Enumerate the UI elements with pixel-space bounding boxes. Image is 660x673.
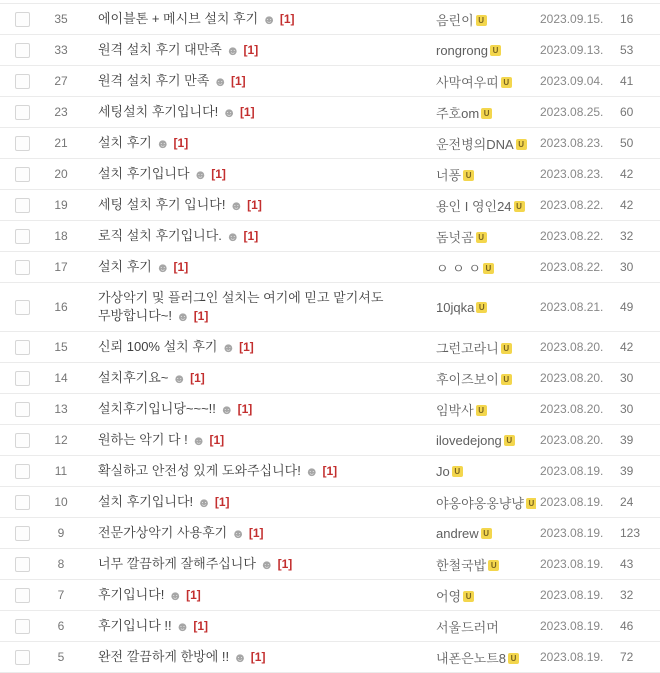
post-number: 18: [54, 229, 68, 243]
comment-count-link[interactable]: [1]: [248, 526, 264, 540]
post-title-link[interactable]: 너무 깔끔하게 잘해주십니다: [98, 556, 256, 571]
post-title-link[interactable]: 원격 설치 후기 만족: [98, 73, 210, 88]
title-cell: [84, 283, 428, 331]
member-level-icon: [501, 343, 512, 354]
member-level-icon: [452, 466, 463, 477]
title-cell: [84, 611, 428, 641]
smiley-emoticon-icon: [213, 75, 227, 88]
post-number: 17: [54, 260, 68, 274]
row-checkbox[interactable]: [15, 619, 30, 634]
post-date: 2023.08.20.: [540, 340, 604, 354]
smiley-emoticon-icon: [197, 496, 211, 509]
comment-count-link[interactable]: [1]: [190, 371, 205, 385]
post-title-link[interactable]: 에이블톤 + 메시브 설치 후기: [98, 11, 259, 26]
table-row: [0, 332, 660, 363]
post-date: 2023.08.19.: [540, 619, 604, 633]
member-level-icon: [476, 232, 487, 243]
comment-count-link[interactable]: [1]: [250, 650, 266, 664]
author-link[interactable]: 그런고라니: [436, 340, 499, 356]
row-checkbox[interactable]: [15, 650, 30, 665]
post-date: 2023.08.19.: [540, 588, 604, 602]
member-level-icon: [490, 45, 501, 56]
author-link[interactable]: 야옹야옹옹냥냥: [436, 495, 524, 511]
post-number: 16: [54, 300, 68, 314]
smiley-emoticon-icon: [222, 106, 236, 119]
member-level-icon: [483, 263, 494, 274]
member-level-icon: [508, 653, 519, 664]
table-row: [0, 283, 660, 332]
title-cell: [84, 159, 428, 189]
post-number: 23: [54, 105, 68, 119]
smiley-emoticon-icon: [192, 434, 206, 447]
comment-count-link[interactable]: [1]: [173, 136, 189, 150]
smiley-emoticon-icon: [172, 372, 186, 385]
view-count: 39: [620, 433, 634, 447]
post-number: 27: [54, 74, 68, 88]
author-cell: [428, 165, 536, 184]
post-date: 2023.08.20.: [540, 371, 604, 385]
view-count: 32: [620, 588, 634, 602]
checkbox-cell: [0, 105, 38, 120]
member-level-icon: [526, 498, 536, 509]
smiley-emoticon-icon: [220, 403, 234, 416]
member-level-icon: [501, 374, 512, 385]
title-cell: [84, 425, 428, 455]
author-cell: [428, 72, 536, 91]
smiley-emoticon-icon: [156, 261, 170, 274]
row-checkbox[interactable]: [15, 136, 30, 151]
row-checkbox[interactable]: [15, 300, 30, 315]
author-link[interactable]: 서울드러머: [436, 619, 499, 635]
table-row: [0, 611, 660, 642]
view-count: 30: [620, 260, 634, 274]
post-number: 13: [54, 402, 68, 416]
view-count: 30: [620, 402, 634, 416]
row-checkbox[interactable]: [15, 433, 30, 448]
comment-count-link[interactable]: [1]: [214, 495, 230, 509]
author-cell: [428, 617, 536, 636]
table-row: [0, 363, 660, 394]
checkbox-cell: [0, 43, 38, 58]
post-date: 2023.08.21.: [540, 300, 604, 314]
row-checkbox[interactable]: [15, 495, 30, 510]
row-checkbox[interactable]: [15, 74, 30, 89]
smiley-emoticon-icon: [260, 558, 274, 571]
post-number: 15: [54, 340, 68, 354]
member-level-icon: [501, 77, 512, 88]
view-count: 123: [620, 526, 641, 540]
post-title-link[interactable]: 설치 후기입니다: [98, 166, 190, 181]
table-row: [0, 642, 660, 673]
smiley-emoticon-icon: [229, 199, 243, 212]
table-row: [0, 252, 660, 283]
comment-count-link[interactable]: [1]: [186, 588, 201, 602]
view-count: 41: [620, 74, 634, 88]
post-number: 12: [54, 433, 68, 447]
member-level-icon: [463, 170, 474, 181]
author-cell: [428, 433, 536, 448]
post-date: 2023.08.25.: [540, 105, 604, 119]
post-date: 2023.08.23.: [540, 167, 604, 181]
post-number: 8: [57, 557, 65, 571]
view-count: 43: [620, 557, 634, 571]
post-date: 2023.08.19.: [540, 464, 604, 478]
author-link[interactable]: andrew: [436, 525, 479, 541]
member-level-icon: [463, 591, 474, 602]
comment-count-link[interactable]: [1]: [173, 260, 189, 274]
smiley-emoticon-icon: [226, 44, 240, 57]
table-row: [0, 97, 660, 128]
smiley-emoticon-icon: [168, 589, 182, 602]
author-cell: [428, 493, 536, 512]
row-checkbox[interactable]: [15, 167, 30, 182]
smiley-emoticon-icon: [233, 651, 247, 664]
table-row: [0, 487, 660, 518]
post-number: 10: [54, 495, 68, 509]
member-level-icon: [504, 435, 515, 446]
post-date: 2023.08.22.: [540, 260, 604, 274]
table-row: [0, 221, 660, 252]
member-level-icon: [514, 201, 525, 212]
comment-count-link[interactable]: [1]: [239, 105, 255, 119]
post-title-link[interactable]: 설치후기요~: [98, 370, 169, 385]
checkbox-cell: [0, 198, 38, 213]
view-count: 16: [620, 12, 634, 26]
title-cell: [84, 487, 428, 517]
row-checkbox[interactable]: [15, 464, 30, 479]
comment-count-link[interactable]: [1]: [239, 340, 254, 354]
author-link[interactable]: 너퐁: [436, 167, 462, 183]
post-title-link[interactable]: 원격 설치 후기 대만족: [98, 42, 222, 57]
checkbox-cell: [0, 464, 38, 479]
title-cell: [84, 221, 428, 251]
post-number: 9: [57, 526, 65, 540]
row-checkbox[interactable]: [15, 557, 30, 572]
view-count: 46: [620, 619, 634, 633]
title-cell: [84, 363, 428, 393]
post-number: 6: [57, 619, 65, 633]
author-cell: [428, 300, 536, 315]
post-number: 20: [54, 167, 68, 181]
table-row: [0, 394, 660, 425]
author-link[interactable]: Jo: [436, 463, 450, 479]
post-title-link[interactable]: 신뢰 100% 설치 후기: [98, 339, 218, 354]
smiley-emoticon-icon: [226, 230, 240, 243]
post-date: 2023.08.23.: [540, 136, 604, 150]
checkbox-cell: [0, 619, 38, 634]
checkbox-cell: [0, 260, 38, 275]
post-number: 11: [54, 464, 68, 478]
table-row: [0, 549, 660, 580]
post-title-link[interactable]: 후기입니다 !!: [98, 618, 172, 633]
view-count: 32: [620, 229, 634, 243]
author-cell: [428, 464, 536, 479]
smiley-emoticon-icon: [176, 310, 190, 323]
post-date: 2023.08.19.: [540, 495, 604, 509]
title-cell: [84, 128, 428, 158]
comment-count-link[interactable]: [1]: [277, 557, 293, 571]
title-cell: [84, 518, 428, 548]
comment-count-link[interactable]: [1]: [231, 74, 246, 88]
comment-count-link[interactable]: [1]: [193, 309, 209, 323]
author-link[interactable]: 주호om: [436, 105, 480, 121]
checkbox-cell: [0, 588, 38, 603]
checkbox-cell: [0, 300, 38, 315]
table-row: [0, 128, 660, 159]
author-link[interactable]: ilovedejong: [436, 432, 502, 448]
title-cell: [84, 394, 428, 424]
checkbox-cell: [0, 371, 38, 386]
view-count: 42: [620, 340, 634, 354]
title-cell: [84, 642, 428, 672]
post-date: 2023.08.19.: [540, 526, 604, 540]
post-date: 2023.08.22.: [540, 198, 604, 212]
post-date: 2023.08.22.: [540, 229, 604, 243]
title-cell: [84, 97, 428, 127]
table-row: [0, 159, 660, 190]
post-number: 7: [57, 588, 65, 602]
checkbox-cell: [0, 526, 38, 541]
checkbox-cell: [0, 12, 38, 27]
author-cell: [428, 586, 536, 605]
author-cell: [428, 338, 536, 357]
comment-count-link[interactable]: [1]: [279, 12, 295, 26]
member-level-icon: [516, 139, 527, 150]
checkbox-cell: [0, 650, 38, 665]
table-row: [0, 35, 660, 66]
member-level-icon: [488, 560, 499, 571]
author-link[interactable]: rongrong: [436, 42, 489, 58]
row-checkbox[interactable]: [15, 402, 30, 417]
table-row: [0, 580, 660, 611]
row-checkbox[interactable]: [15, 198, 30, 213]
title-cell: [84, 4, 428, 34]
post-date: 2023.08.19.: [540, 557, 604, 571]
post-date: 2023.08.20.: [540, 433, 604, 447]
view-count: 72: [620, 650, 634, 664]
post-number: 19: [54, 198, 68, 212]
comment-count-link[interactable]: [1]: [211, 167, 226, 181]
post-date: 2023.09.15.: [540, 12, 604, 26]
post-title-link[interactable]: 세팅설치 후기입니다!: [98, 104, 219, 119]
author-link[interactable]: 음린이: [436, 12, 474, 28]
post-number: 21: [54, 136, 68, 150]
post-title-link[interactable]: 원하는 악기 다 !: [98, 432, 188, 447]
title-cell: [84, 580, 428, 610]
author-link[interactable]: 내폰은노트8: [436, 650, 507, 666]
author-cell: [428, 400, 536, 419]
row-checkbox[interactable]: [15, 526, 30, 541]
comment-count-link[interactable]: [1]: [237, 402, 253, 416]
post-title-link[interactable]: 확실하고 안전성 있게 도와주십니다!: [98, 463, 301, 478]
author-link[interactable]: 운전병의DNA: [436, 136, 514, 152]
post-title-link[interactable]: 후기입니다!: [98, 587, 165, 602]
checkbox-cell: [0, 229, 38, 244]
view-count: 60: [620, 105, 634, 119]
table-row: [0, 4, 660, 35]
comment-count-link[interactable]: [1]: [243, 229, 259, 243]
smiley-emoticon-icon: [305, 465, 319, 478]
author-cell: [428, 526, 536, 541]
row-checkbox[interactable]: [15, 43, 30, 58]
post-number: 5: [57, 650, 65, 664]
author-cell: [428, 10, 536, 29]
author-cell: [428, 43, 536, 58]
table-row: [0, 190, 660, 221]
view-count: 42: [620, 167, 634, 181]
row-checkbox[interactable]: [15, 12, 30, 27]
smiley-emoticon-icon: [231, 527, 245, 540]
table-row: [0, 518, 660, 549]
smiley-emoticon-icon: [221, 341, 235, 354]
view-count: 50: [620, 136, 634, 150]
checkbox-cell: [0, 74, 38, 89]
post-number: 35: [54, 12, 68, 26]
post-title-link[interactable]: 설치 후기: [98, 259, 152, 274]
checkbox-cell: [0, 340, 38, 355]
view-count: 49: [620, 300, 634, 314]
row-checkbox[interactable]: [15, 588, 30, 603]
title-cell: [84, 332, 428, 362]
smiley-emoticon-icon: [262, 13, 276, 26]
comment-count-link[interactable]: [1]: [247, 198, 262, 212]
author-cell: [428, 196, 536, 215]
row-checkbox[interactable]: [15, 340, 30, 355]
post-title-link[interactable]: 세팅 설치 후기 입니다!: [98, 197, 226, 212]
view-count: 42: [620, 198, 634, 212]
view-count: 53: [620, 43, 634, 57]
row-checkbox[interactable]: [15, 371, 30, 386]
row-checkbox[interactable]: [15, 260, 30, 275]
author-link[interactable]: 어영: [436, 588, 462, 604]
checkbox-cell: [0, 136, 38, 151]
view-count: 39: [620, 464, 634, 478]
title-cell: [84, 252, 428, 282]
author-link[interactable]: 돔넛곰: [436, 229, 474, 245]
post-list-table: [0, 3, 660, 673]
title-cell: [84, 66, 428, 96]
post-title-link[interactable]: 전문가상악기 사용후기: [98, 525, 228, 540]
author-link[interactable]: 10jqka: [436, 299, 475, 315]
post-title-link[interactable]: 가상악기 및 플러그인 설치는 여기에 믿고 맡기셔도 무방합니다~!: [98, 290, 384, 323]
author-cell: [428, 134, 536, 153]
smiley-emoticon-icon: [194, 168, 208, 181]
row-checkbox[interactable]: [15, 229, 30, 244]
comment-count-link[interactable]: [1]: [193, 619, 208, 633]
table-row: [0, 66, 660, 97]
view-count: 24: [620, 495, 634, 509]
post-title-link[interactable]: 설치 후기입니다!: [98, 494, 194, 509]
comment-count-link[interactable]: [1]: [322, 464, 338, 478]
comment-count-link[interactable]: [1]: [243, 43, 259, 57]
post-title-link[interactable]: 로직 설치 후기입니다.: [98, 228, 222, 243]
member-level-icon: [476, 405, 487, 416]
title-cell: [84, 190, 428, 220]
author-link[interactable]: 한철국밥: [436, 557, 487, 573]
post-date: 2023.08.19.: [540, 650, 604, 664]
title-cell: [84, 35, 428, 65]
member-level-icon: [476, 15, 487, 26]
post-title-link[interactable]: 설치후기입니당~~~!!: [98, 401, 216, 416]
author-cell: [428, 103, 536, 122]
author-cell: [428, 648, 536, 667]
checkbox-cell: [0, 167, 38, 182]
author-cell: [428, 227, 536, 246]
post-list: [0, 4, 660, 673]
post-number: 33: [54, 43, 68, 57]
smiley-emoticon-icon: [176, 620, 190, 633]
author-link[interactable]: 사막여우띠: [436, 74, 499, 90]
post-number: 14: [54, 371, 68, 385]
view-count: 30: [620, 371, 634, 385]
smiley-emoticon-icon: [156, 137, 170, 150]
author-cell: [428, 258, 536, 277]
post-date: 2023.09.13.: [540, 43, 604, 57]
table-row: [0, 456, 660, 487]
author-cell: [428, 369, 536, 388]
author-link[interactable]: ㅇ ㅇ ㅇ: [436, 260, 481, 276]
author-link[interactable]: 용인 I 영인24: [436, 198, 512, 214]
author-cell: [428, 555, 536, 574]
comment-count-link[interactable]: [1]: [209, 433, 225, 447]
checkbox-cell: [0, 557, 38, 572]
checkbox-cell: [0, 402, 38, 417]
table-row: [0, 425, 660, 456]
author-link[interactable]: 임박사: [436, 402, 474, 418]
post-date: 2023.09.04.: [540, 74, 604, 88]
member-level-icon: [481, 528, 492, 539]
post-title-link[interactable]: 설치 후기: [98, 135, 152, 150]
checkbox-cell: [0, 433, 38, 448]
title-cell: [84, 549, 428, 579]
member-level-icon: [476, 302, 487, 313]
member-level-icon: [481, 108, 492, 119]
post-title-link[interactable]: 완전 깔끔하게 한방에 !!: [98, 649, 230, 664]
row-checkbox[interactable]: [15, 105, 30, 120]
post-date: 2023.08.20.: [540, 402, 604, 416]
title-cell: [84, 456, 428, 486]
author-link[interactable]: 후이즈보이: [436, 371, 499, 387]
checkbox-cell: [0, 495, 38, 510]
